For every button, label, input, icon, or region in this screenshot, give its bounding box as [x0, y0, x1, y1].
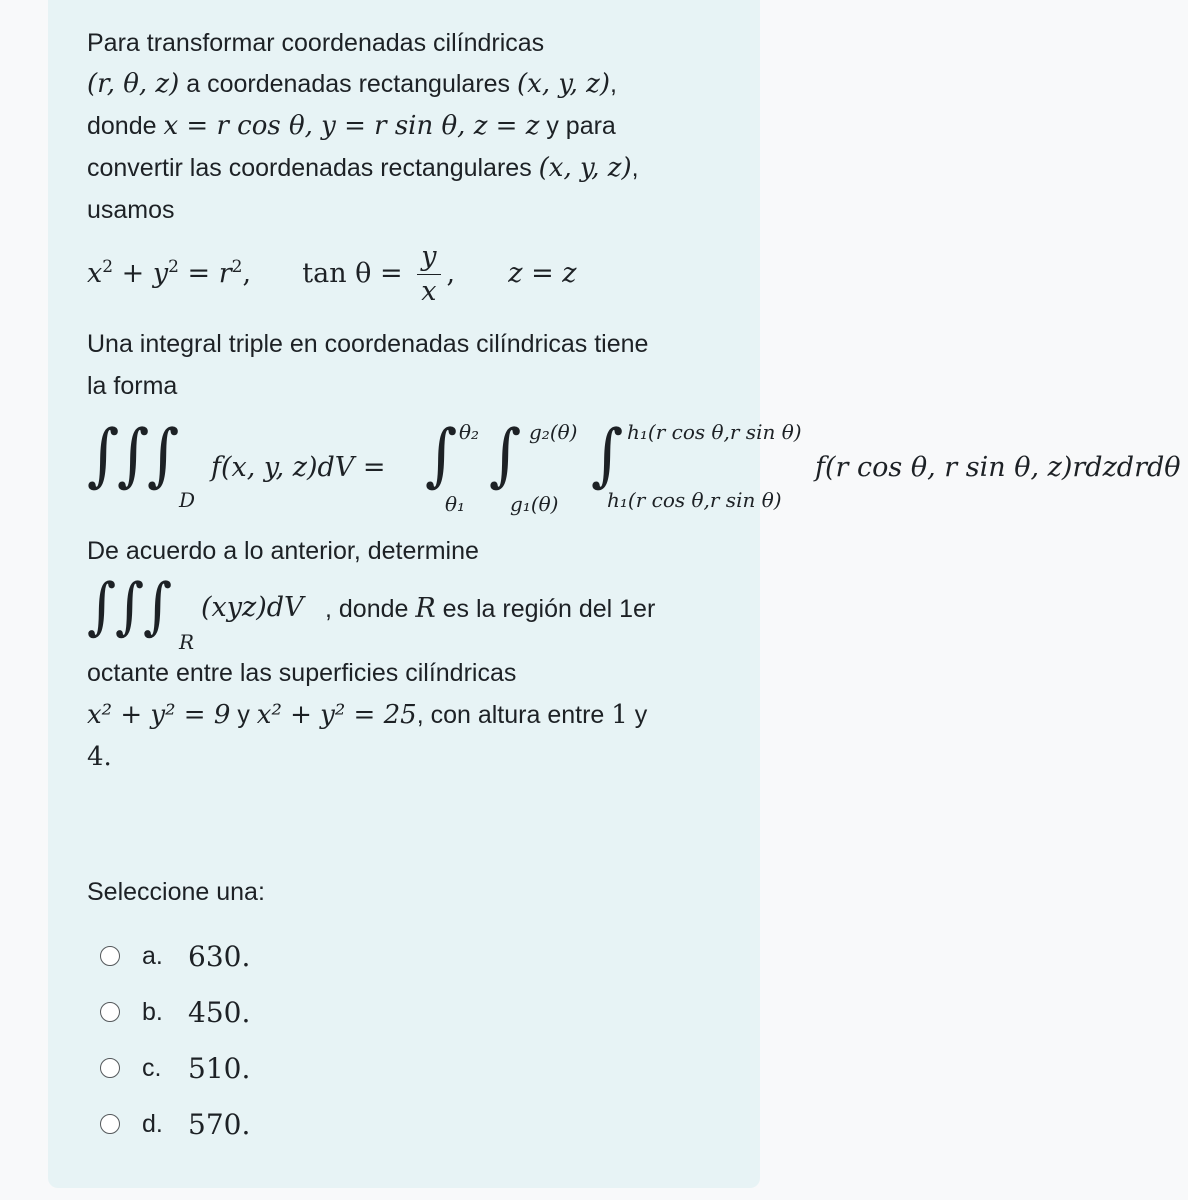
select-prompt: Seleccione una:: [87, 878, 265, 906]
fraction-y-over-x: $\frac{y}{x}$: [417, 240, 440, 309]
task-line-2: , donde R es la región del 1er: [325, 593, 656, 624]
task-line-4: x² + y² = 9 y x² + y² = 25, con altura entre 1 y: [87, 700, 648, 730]
option-d-value: 570.: [188, 1107, 251, 1141]
integral-intro-line-1: Una integral triple en coordenadas cilíndricas tiene: [87, 330, 649, 358]
upper-limit-z: h₁(r cos θ,r sin θ): [627, 420, 802, 444]
option-a-label: a.: [142, 941, 163, 970]
intro-line-3: donde x = r cos θ, y = r sin θ, z = z y para: [87, 111, 616, 141]
option-a[interactable]: [100, 936, 250, 976]
integral-sign-r: ∫: [489, 414, 522, 495]
task-integral: [87, 570, 727, 658]
option-b[interactable]: [100, 992, 250, 1032]
subscript-d: D: [179, 488, 196, 512]
task-integrand: (xyz)dV: [201, 592, 304, 623]
lower-limit-theta: θ₁: [445, 492, 466, 516]
integral-sign-3: ∫: [147, 414, 180, 495]
lower-limit-r: g₁(θ): [510, 492, 559, 516]
subscript-r: R: [179, 630, 195, 654]
upper-limit-r: g₂(θ): [529, 420, 578, 444]
intro-line-4: convertir las coordenadas rectangulares (x, y, z),: [87, 153, 639, 183]
integral-sign-1: ∫: [87, 414, 120, 495]
radio-a[interactable]: [100, 946, 120, 966]
option-a-value: 630.: [188, 939, 251, 973]
option-c-label: c.: [142, 1053, 162, 1082]
lower-limit-z: h₁(r cos θ,r sin θ): [607, 488, 782, 512]
integrand-right: f(r cos θ, r sin θ, z)rdzdrdθ: [815, 452, 1181, 483]
radio-b[interactable]: [100, 1002, 120, 1022]
radio-c[interactable]: [100, 1058, 120, 1078]
radio-d[interactable]: [100, 1114, 120, 1134]
intro-line-5: usamos: [87, 196, 175, 224]
task-line-5: 4.: [87, 742, 112, 772]
option-b-label: b.: [142, 997, 163, 1026]
integral-intro-line-2: la forma: [87, 372, 178, 400]
task-integral-sign-3: ∫: [143, 570, 173, 643]
option-d-label: d.: [142, 1109, 163, 1138]
task-integral-sign-1: ∫: [87, 570, 117, 643]
option-d[interactable]: [100, 1104, 250, 1144]
triple-integral-formula: [87, 414, 1188, 518]
option-c[interactable]: [100, 1048, 250, 1088]
integral-sign-theta: ∫: [425, 414, 458, 495]
option-c-value: 510.: [188, 1051, 251, 1085]
intro-line-2: (r, θ, z) a coordenadas rectangulares (x, y, z),: [87, 69, 617, 99]
task-integral-sign-2: ∫: [115, 570, 145, 643]
conversion-formula: $x^2 + y^2 = r^2$, tan θ = $\frac{y}{x}$ , z = z: [87, 241, 577, 307]
task-line-1: De acuerdo a lo anterior, determine: [87, 537, 479, 565]
integral-sign-2: ∫: [117, 414, 150, 495]
intro-line-1: Para transformar coordenadas cilíndricas: [87, 29, 545, 57]
integrand-left: f(x, y, z)dV =: [211, 452, 386, 483]
upper-limit-theta: θ₂: [459, 420, 480, 444]
integral-sign-z: ∫: [591, 414, 624, 495]
task-line-3: octante entre las superficies cilíndricas: [87, 659, 517, 687]
option-b-value: 450.: [188, 995, 251, 1029]
